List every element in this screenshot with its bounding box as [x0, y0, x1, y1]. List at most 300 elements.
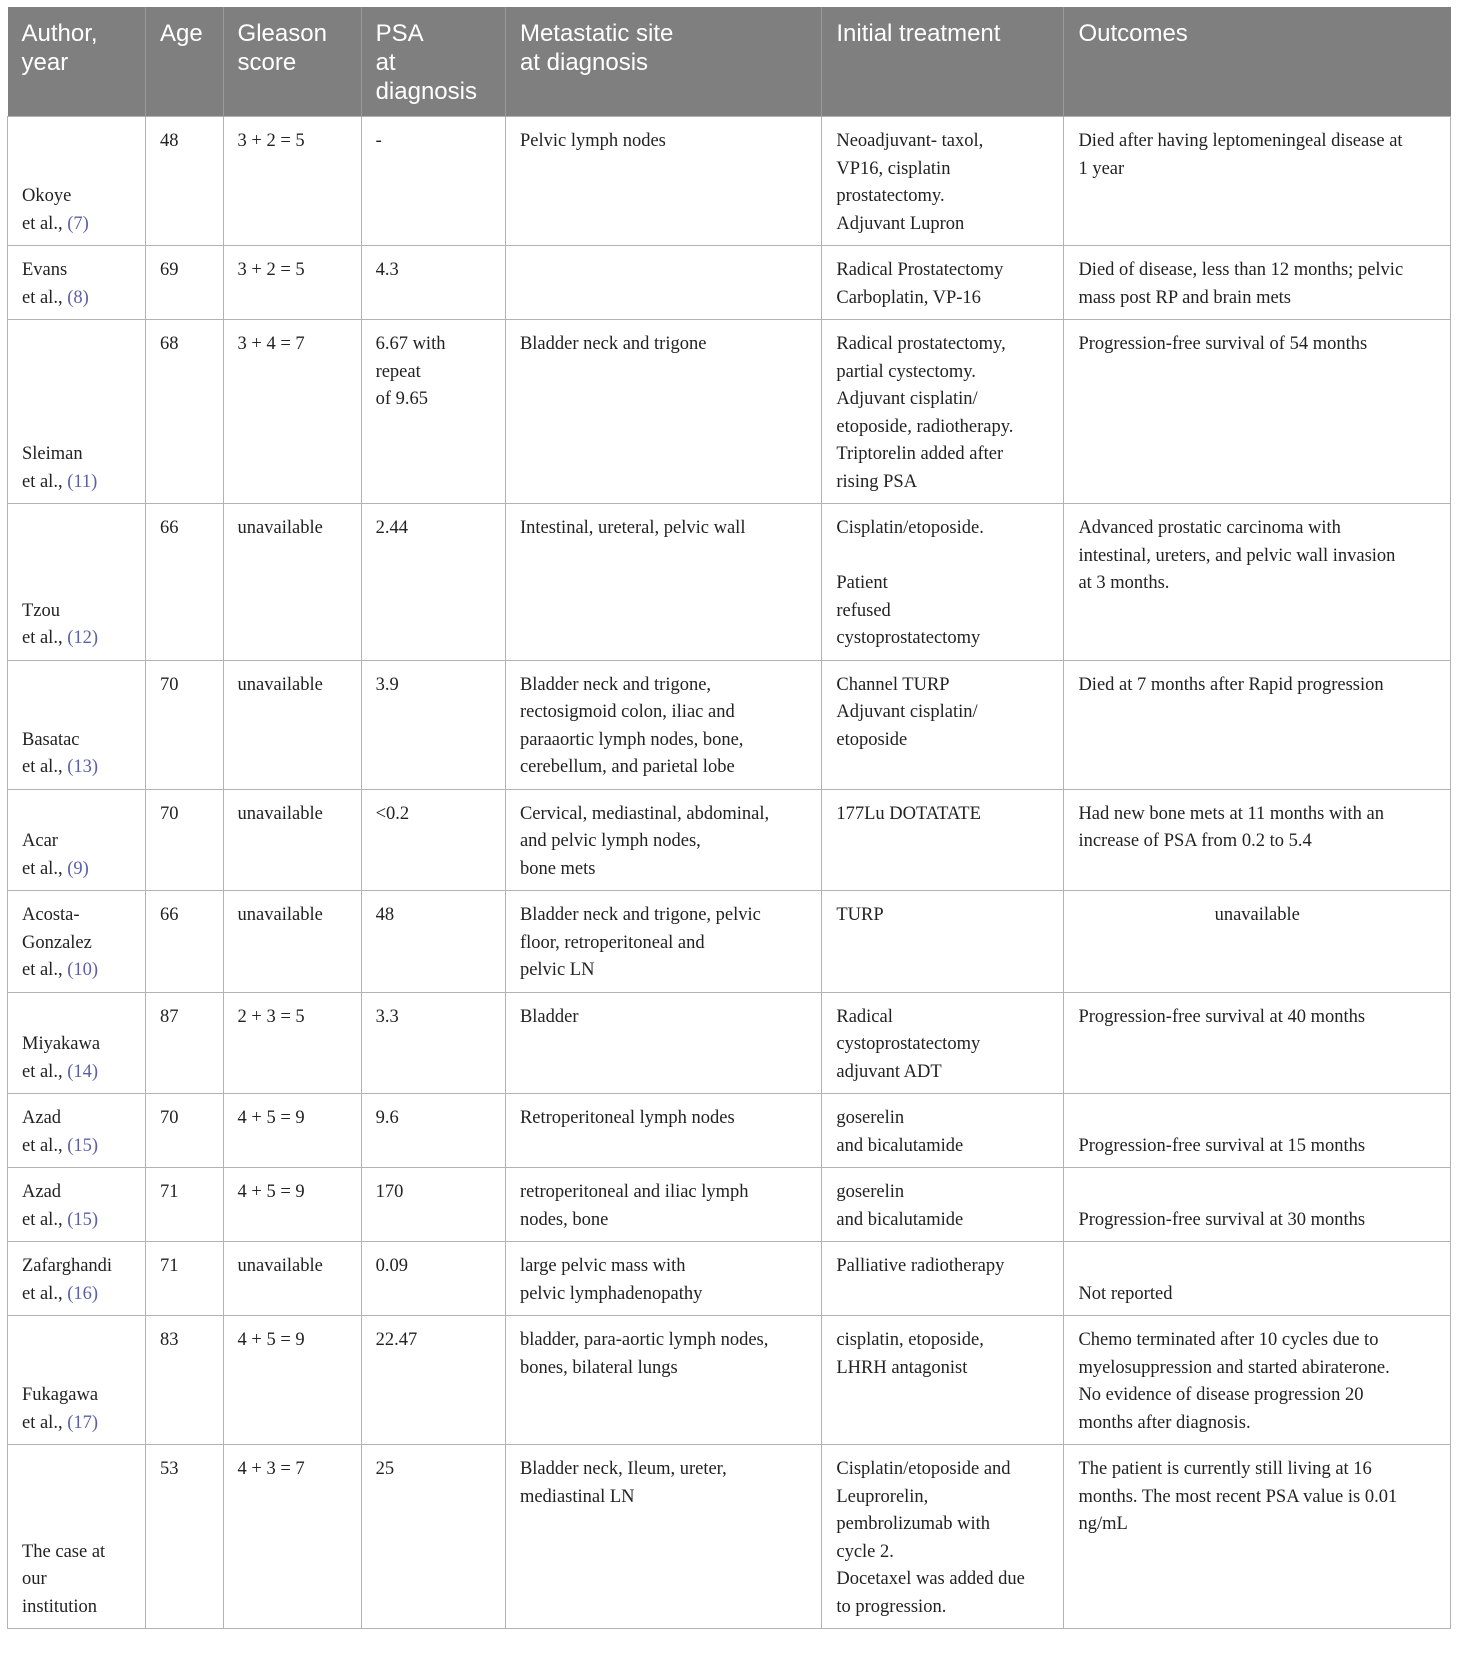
- cell-text: bones, bilateral lungs: [519, 1357, 678, 1378]
- cell-line: [836, 1539, 1049, 1567]
- metastatic-site-cell: [505, 1445, 821, 1629]
- cell-text: rectosigmoid colon, iliac and: [519, 702, 735, 722]
- reference-link[interactable]: (13): [67, 757, 99, 777]
- psa-cell: [361, 789, 505, 891]
- metastatic-site-cell: [505, 789, 821, 891]
- metastatic-site-cell: [505, 1094, 821, 1168]
- cell-line: [520, 128, 807, 156]
- reference-link[interactable]: (9): [67, 858, 89, 879]
- cell-line: [376, 672, 491, 700]
- cell-text: 87: [160, 1006, 179, 1027]
- table-body: [8, 117, 1451, 1629]
- cell-text: Channel TURP: [836, 674, 950, 695]
- cell-text: TURP: [836, 905, 884, 925]
- outcome-cell: [1064, 1316, 1451, 1445]
- cell-text: etoposide, radiotherapy.: [836, 416, 1014, 437]
- cell-text: Fukagawa: [22, 1385, 99, 1405]
- cell-text: 48: [375, 905, 395, 925]
- cell-text: 3.9: [375, 674, 399, 695]
- cell-line: [836, 570, 1049, 598]
- cell-text: 70: [160, 1108, 179, 1128]
- cell-text: Radical Prostatectomy: [836, 260, 1004, 280]
- cell-line: [376, 1253, 491, 1281]
- cell-text: at 3 months.: [1078, 573, 1170, 593]
- cell-text: nodes, bone: [519, 1209, 609, 1230]
- cell-text: 0.09: [375, 1256, 408, 1276]
- cell-line: [520, 515, 807, 543]
- cell-text: large pelvic mass with: [519, 1256, 686, 1276]
- gleason-cell: [223, 789, 361, 891]
- psa-cell: [361, 992, 505, 1094]
- cell-text: Cervical, mediastinal, abdominal,: [519, 803, 770, 824]
- cell-line: [22, 1207, 131, 1235]
- cell-text: 1 year: [1078, 158, 1125, 179]
- cell-line: [22, 828, 131, 856]
- cell-text: and bicalutamide: [836, 1209, 964, 1230]
- cell-text: et al.,: [22, 287, 68, 308]
- cell-line: [238, 257, 347, 285]
- cell-text: and bicalutamide: [836, 1135, 964, 1156]
- outcome-cell: [1064, 992, 1451, 1094]
- cell-text: 70: [160, 674, 179, 695]
- cell-text: Had new bone mets at 11 months with an: [1078, 803, 1384, 824]
- cell-text: The case at: [22, 1541, 106, 1562]
- cell-line: [520, 828, 807, 856]
- cell-line: [160, 801, 209, 829]
- cell-text: Basatac: [22, 729, 80, 750]
- psa-cell: [361, 246, 505, 320]
- cell-line: [836, 414, 1049, 442]
- cell-line: [1078, 1484, 1436, 1512]
- cell-line: [22, 1566, 131, 1594]
- cell-text: increase of PSA from 0.2 to 5.4: [1078, 831, 1312, 851]
- cell-line: [160, 1105, 209, 1133]
- gleason-cell: [223, 1445, 361, 1629]
- cell-text: et al.,: [22, 213, 68, 234]
- cell-text: retroperitoneal and iliac lymph: [519, 1182, 749, 1202]
- cell-line: [836, 1004, 1049, 1032]
- cell-text: Leuprorelin,: [836, 1486, 929, 1507]
- cell-line: [836, 1484, 1049, 1512]
- cell-text: Gonzalez: [22, 932, 92, 953]
- header-line: year: [21, 49, 69, 76]
- psa-header: [361, 7, 505, 117]
- treatment-cell: [822, 117, 1064, 246]
- cell-text: Radical: [836, 1006, 893, 1027]
- cell-line: [836, 285, 1049, 313]
- age-cell: [146, 1168, 224, 1242]
- reference-link[interactable]: (15): [67, 1209, 99, 1230]
- cell-text: et al.,: [22, 1283, 68, 1304]
- cell-line: [836, 1327, 1049, 1355]
- header-line: diagnosis: [375, 78, 477, 105]
- age-cell: [146, 504, 224, 661]
- age-cell: [146, 1445, 224, 1629]
- cell-text: Chemo terminated after 10 cycles due to: [1078, 1330, 1379, 1350]
- cell-line: [836, 211, 1049, 239]
- header-line: Initial treatment: [836, 20, 1001, 47]
- cell-text: 9.6: [375, 1108, 399, 1128]
- table-row: [8, 660, 1451, 789]
- reference-link[interactable]: (16): [67, 1283, 99, 1304]
- cell-line: [836, 1105, 1049, 1133]
- cell-line: [1078, 1207, 1436, 1235]
- cell-line: [836, 359, 1049, 387]
- reference-link[interactable]: (12): [67, 628, 99, 648]
- gleason-cell: [223, 1094, 361, 1168]
- header-line: at diagnosis: [519, 49, 649, 76]
- outcome-cell: [1064, 1242, 1451, 1316]
- outcome-header: [1064, 7, 1451, 117]
- cell-text: [836, 546, 841, 566]
- cell-line: [238, 1105, 347, 1133]
- cell-line: [836, 727, 1049, 755]
- cell-text: Bladder: [519, 1006, 579, 1027]
- outcome-cell: [1064, 789, 1451, 891]
- author-cell: [8, 891, 146, 993]
- cell-text: et al.,: [22, 960, 68, 980]
- cell-text: pelvic LN: [519, 960, 595, 980]
- cell-line: [836, 156, 1049, 184]
- cell-line: [376, 128, 491, 156]
- cell-line: [1078, 1179, 1436, 1207]
- metastatic-site-cell: [505, 1316, 821, 1445]
- cell-line: [160, 672, 209, 700]
- cell-line: [520, 672, 807, 700]
- cell-text: Died at 7 months after Rapid progression: [1078, 674, 1384, 695]
- reference-link[interactable]: (8): [67, 287, 89, 308]
- metastatic-site-cell: [505, 891, 821, 993]
- reference-link[interactable]: (7): [67, 213, 89, 234]
- cell-line: [22, 1253, 131, 1281]
- cell-line: [520, 801, 807, 829]
- gleason-cell: [223, 891, 361, 993]
- cell-text: myelosuppression and started abiraterone.: [1078, 1357, 1390, 1378]
- cell-line: [1078, 1327, 1436, 1355]
- psa-cell: [361, 1168, 505, 1242]
- cell-text: 3.3: [375, 1006, 399, 1027]
- cell-line: [1078, 672, 1436, 700]
- age-cell: [146, 117, 224, 246]
- cell-line: [238, 902, 347, 930]
- cell-text: floor, retroperitoneal and: [519, 932, 705, 953]
- cell-line: [22, 183, 131, 211]
- cell-text: pembrolizumab with: [836, 1514, 990, 1534]
- gleason-cell: [223, 1242, 361, 1316]
- cell-line: [22, 441, 131, 469]
- cell-text: 69: [160, 260, 179, 280]
- cell-text: 6.67 with: [375, 334, 446, 354]
- cell-text: Bladder neck and trigone, pelvic: [519, 905, 761, 925]
- cell-text: bladder, para-aortic lymph nodes,: [519, 1330, 769, 1350]
- cell-text: 70: [160, 803, 179, 824]
- cell-line: [1078, 570, 1436, 598]
- cell-text: 4 + 3 = 7: [237, 1459, 305, 1479]
- cell-text: Docetaxel was added due: [836, 1569, 1025, 1589]
- cell-text: et al.,: [22, 471, 68, 492]
- cell-line: [836, 1511, 1049, 1539]
- cell-text: mass post RP and brain mets: [1078, 287, 1292, 308]
- cell-line: [1078, 1410, 1436, 1438]
- cell-line: [836, 183, 1049, 211]
- cell-line: [22, 1059, 131, 1087]
- cell-text: Radical prostatectomy,: [836, 334, 1006, 354]
- cell-text: months. The most recent PSA value is 0.01: [1078, 1486, 1398, 1507]
- age-cell: [146, 660, 224, 789]
- cell-line: [520, 1281, 807, 1309]
- cell-line: [1078, 1456, 1436, 1484]
- cell-text: et al.,: [22, 1061, 68, 1082]
- cell-line: [1078, 902, 1436, 930]
- cell-line: [22, 902, 131, 930]
- cell-text: Progression-free survival of 54 months: [1078, 334, 1368, 354]
- cell-line: [22, 1133, 131, 1161]
- reference-link[interactable]: (14): [67, 1061, 99, 1082]
- cell-line: [376, 1456, 491, 1484]
- cell-text: unavailable: [237, 905, 323, 925]
- cell-line: [520, 1327, 807, 1355]
- cell-line: [238, 672, 347, 700]
- cell-text: 66: [160, 905, 179, 925]
- cell-text: Bladder neck, Ileum, ureter,: [519, 1459, 727, 1479]
- cell-line: [836, 257, 1049, 285]
- cell-line: [520, 754, 807, 782]
- gleason-cell: [223, 992, 361, 1094]
- cell-line: [1078, 257, 1436, 285]
- cell-line: [22, 257, 131, 285]
- cell-text: Okoye: [22, 186, 72, 206]
- author-cell: [8, 1445, 146, 1629]
- header-line: score: [237, 49, 297, 76]
- cell-text: et al.,: [22, 628, 68, 648]
- gleason-cell: [223, 1316, 361, 1445]
- cell-text: Bladder neck and trigone,: [519, 674, 712, 695]
- cell-line: [1078, 1382, 1436, 1410]
- cell-line: [22, 727, 131, 755]
- cell-text: 170: [375, 1182, 404, 1202]
- cell-text: 4 + 5 = 9: [237, 1108, 305, 1128]
- cell-line: [22, 211, 131, 239]
- cell-text: goserelin: [836, 1108, 905, 1128]
- cell-text: Adjuvant cisplatin/: [836, 389, 978, 409]
- cell-line: [520, 1179, 807, 1207]
- table-row: [8, 320, 1451, 504]
- cell-line: [836, 1594, 1049, 1622]
- cell-text: institution: [22, 1596, 98, 1617]
- cell-text: paraaortic lymph nodes, bone,: [519, 729, 744, 750]
- cell-text: 53: [160, 1459, 179, 1479]
- cell-line: [22, 625, 131, 653]
- cell-line: [376, 1179, 491, 1207]
- cell-line: [160, 1004, 209, 1032]
- cell-line: [520, 902, 807, 930]
- treatment-cell: [822, 660, 1064, 789]
- cell-line: [238, 515, 347, 543]
- cell-text: Not reported: [1078, 1283, 1173, 1304]
- cell-text: prostatectomy.: [836, 186, 945, 206]
- cell-line: [520, 930, 807, 958]
- cell-line: [836, 1456, 1049, 1484]
- outcome-cell: [1064, 504, 1451, 661]
- cell-text: et al.,: [22, 1412, 68, 1433]
- cell-line: [836, 515, 1049, 543]
- psa-cell: [361, 891, 505, 993]
- cell-line: [376, 1105, 491, 1133]
- outcome-cell: [1064, 117, 1451, 246]
- cell-text: goserelin: [836, 1182, 905, 1202]
- cell-line: [160, 902, 209, 930]
- cell-text: 4 + 5 = 9: [237, 1330, 305, 1350]
- header-line: Gleason: [237, 20, 327, 47]
- treatment-cell: [822, 789, 1064, 891]
- cell-line: [376, 801, 491, 829]
- cell-text: partial cystectomy.: [836, 361, 976, 382]
- cell-text: cycle 2.: [836, 1541, 894, 1562]
- table-row: [8, 1445, 1451, 1629]
- cell-line: [160, 1179, 209, 1207]
- cell-text: pelvic lymphadenopathy: [519, 1283, 703, 1304]
- cell-line: [836, 902, 1049, 930]
- treatment-cell: [822, 1445, 1064, 1629]
- age-cell: [146, 789, 224, 891]
- cell-line: [1078, 331, 1436, 359]
- cell-line: [836, 1566, 1049, 1594]
- cell-text: [1078, 1256, 1083, 1276]
- psa-cell: [361, 504, 505, 661]
- cell-line: [836, 672, 1049, 700]
- author-cell: [8, 660, 146, 789]
- cell-line: [376, 1004, 491, 1032]
- cell-line: [520, 727, 807, 755]
- cell-line: [836, 1133, 1049, 1161]
- cell-line: [238, 1179, 347, 1207]
- cell-line: [836, 128, 1049, 156]
- cell-text: Adjuvant cisplatin/: [836, 702, 978, 722]
- cell-line: [1078, 1253, 1436, 1281]
- cell-text: refused: [836, 600, 891, 621]
- table-row: [8, 117, 1451, 246]
- treatment-cell: [822, 1242, 1064, 1316]
- cell-text: etoposide: [836, 729, 908, 750]
- cell-text: unavailable: [237, 674, 323, 695]
- treatment-cell: [822, 504, 1064, 661]
- cell-line: [238, 1004, 347, 1032]
- cell-line: [376, 515, 491, 543]
- cell-text: Progression-free survival at 15 months: [1078, 1135, 1366, 1156]
- author-cell: [8, 992, 146, 1094]
- cell-text: Progression-free survival at 40 months: [1078, 1006, 1366, 1027]
- cell-text: cystoprostatectomy: [836, 1034, 981, 1054]
- outcome-cell: [1064, 660, 1451, 789]
- cell-line: [836, 1355, 1049, 1383]
- cell-line: [376, 1327, 491, 1355]
- cell-line: [836, 801, 1049, 829]
- cell-text: -: [375, 131, 382, 151]
- reference-link[interactable]: (17): [67, 1412, 99, 1433]
- cell-line: [836, 699, 1049, 727]
- cell-text: 4 + 5 = 9: [237, 1182, 305, 1202]
- author-cell: [8, 1242, 146, 1316]
- cell-line: [22, 469, 131, 497]
- cell-line: [520, 1456, 807, 1484]
- cell-text: Retroperitoneal lymph nodes: [519, 1108, 735, 1128]
- author-cell: [8, 504, 146, 661]
- cell-text: <0.2: [375, 803, 410, 824]
- cell-text: Cisplatin/etoposide.: [836, 518, 984, 538]
- cell-line: [160, 1327, 209, 1355]
- table-row: [8, 1316, 1451, 1445]
- cell-text: unavailable: [237, 518, 323, 538]
- cell-line: [1078, 543, 1436, 571]
- psa-cell: [361, 1445, 505, 1629]
- psa-cell: [361, 320, 505, 504]
- cell-line: [376, 257, 491, 285]
- cell-text: 25: [375, 1459, 395, 1479]
- cell-text: 48: [160, 131, 179, 151]
- gleason-cell: [223, 246, 361, 320]
- cell-line: [160, 331, 209, 359]
- author-cell: [8, 1316, 146, 1445]
- cell-line: [1078, 1355, 1436, 1383]
- cell-text: No evidence of disease progression 20: [1078, 1385, 1364, 1405]
- gleason-cell: [223, 1168, 361, 1242]
- cell-text: Acar: [22, 831, 58, 851]
- metastatic-site-cell: [505, 992, 821, 1094]
- cell-line: [160, 257, 209, 285]
- cell-text: cerebellum, and parietal lobe: [519, 757, 735, 777]
- cell-line: [836, 625, 1049, 653]
- gleason-cell: [223, 504, 361, 661]
- reference-link[interactable]: (15): [67, 1135, 99, 1156]
- cell-line: [22, 1105, 131, 1133]
- age-header: [146, 7, 224, 117]
- table-row: [8, 1094, 1451, 1168]
- cell-text: Died after having leptomeningeal disease at: [1078, 131, 1403, 151]
- cell-line: [238, 1253, 347, 1281]
- cell-text: Intestinal, ureteral, pelvic wall: [519, 518, 746, 538]
- cell-line: [836, 441, 1049, 469]
- metastatic-site-cell: [505, 117, 821, 246]
- header-line: Outcomes: [1078, 20, 1188, 47]
- age-cell: [146, 891, 224, 993]
- header-line: at: [375, 49, 396, 76]
- cell-line: [836, 1207, 1049, 1235]
- table-row: [8, 1242, 1451, 1316]
- treatment-header: [822, 7, 1064, 117]
- cell-line: [22, 957, 131, 985]
- cell-line: [22, 1539, 131, 1567]
- cell-text: et al.,: [22, 1135, 68, 1156]
- cell-text: 68: [160, 334, 179, 354]
- reference-link[interactable]: (10): [67, 960, 99, 980]
- author-cell: [8, 246, 146, 320]
- cell-text: 2 + 3 = 5: [237, 1006, 305, 1027]
- cell-text: VP16, cisplatin: [836, 158, 951, 179]
- cell-line: [1078, 1004, 1436, 1032]
- reference-link[interactable]: (11): [67, 471, 98, 492]
- header-line: PSA: [375, 20, 424, 47]
- cell-text: Cisplatin/etoposide and: [836, 1459, 1011, 1479]
- treatment-cell: [822, 1094, 1064, 1168]
- cell-line: [160, 1456, 209, 1484]
- table-row: [8, 891, 1451, 993]
- cell-line: [22, 1031, 131, 1059]
- header-line: Author,: [21, 20, 98, 47]
- cell-line: [376, 386, 491, 414]
- cell-text: et al.,: [22, 858, 68, 879]
- cell-line: [1078, 1105, 1436, 1133]
- cell-line: [836, 331, 1049, 359]
